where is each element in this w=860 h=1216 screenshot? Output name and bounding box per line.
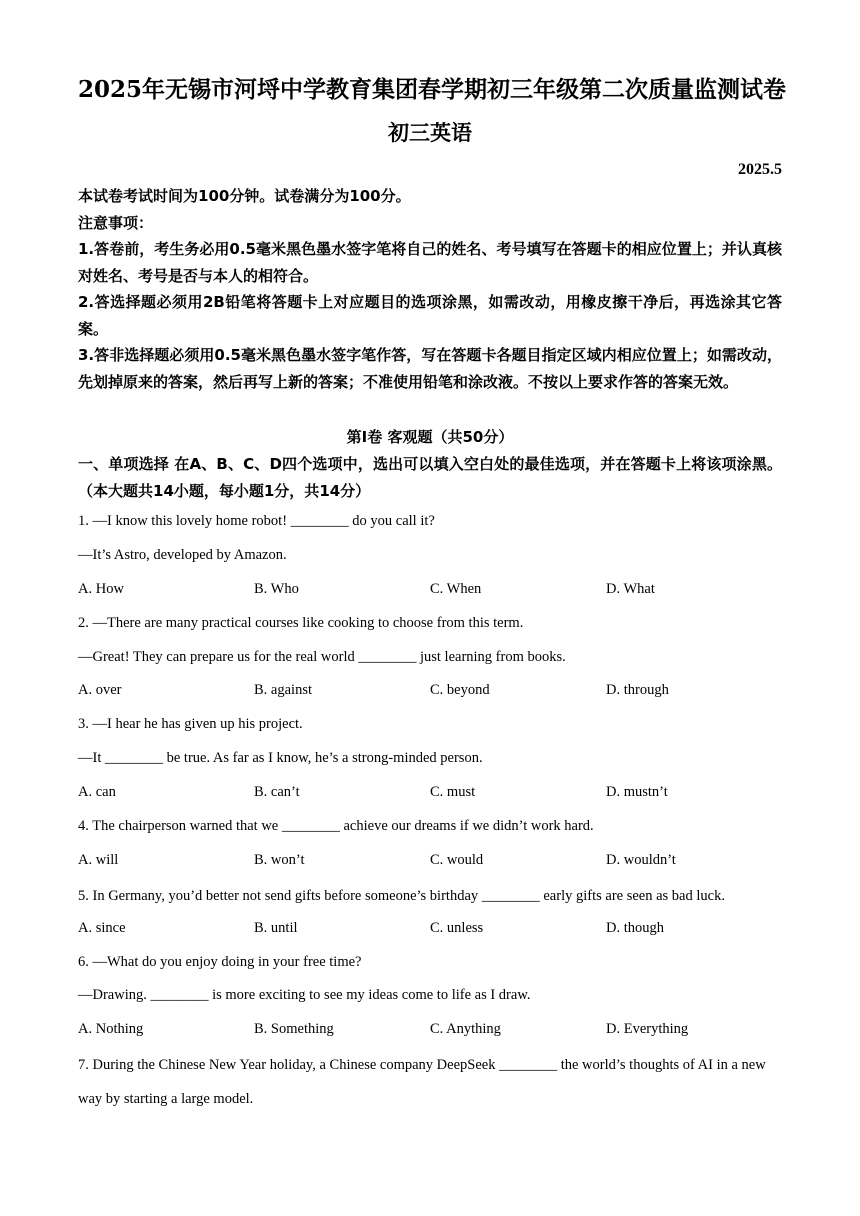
question-stem: 3. —I hear he has given up his project. [78, 716, 303, 733]
options-row [78, 676, 782, 710]
question-stem: 4. The chairperson warned that we ________ achieve our dreams if we didn’t work hard. [78, 818, 594, 835]
option-d: D. What [606, 580, 655, 597]
option-b: B. Who [254, 580, 299, 597]
option-b: B. until [254, 919, 298, 936]
exam-info: 本试卷考试时间为100分钟。试卷满分为100分。 [78, 187, 411, 205]
question-3 [78, 710, 782, 812]
option-a: A. will [78, 851, 119, 868]
question-5 [78, 880, 782, 948]
option-d: D. Everything [606, 1021, 689, 1038]
note-item-3: 3.答非选择题必须用0.5毫米黑色墨水签字笔作答，写在答题卡各题目指定区域内相应位置上；如需改动，先划掉原来的答案，然后再写上新的答案；不准使用铅笔和涂改液。不按以上要求作答的答案无效。 [78, 346, 782, 391]
question-list [78, 507, 782, 1117]
exam-date: 2025.5 [738, 161, 782, 178]
question-reply: —Drawing. ________ is more exciting to see my ideas come to life as I draw. [78, 987, 531, 1004]
question-stem: 2. —There are many practical courses like cooking to choose from this term. [78, 614, 524, 631]
question-reply: —It ________ be true. As far as I know, he’s a strong-minded person. [78, 750, 483, 767]
question-2 [78, 609, 782, 711]
question-stem: 5. In Germany, you’d better not send gifts before someone’s birthday ________ early gifts are seen as bad luck. [78, 887, 725, 904]
question-4 [78, 812, 782, 880]
option-b: B. against [254, 682, 312, 699]
option-b: B. Something [254, 1021, 334, 1038]
option-d: D. mustn’t [606, 784, 668, 801]
notes-heading: 注意事项： [78, 213, 154, 232]
option-a: A. can [78, 784, 116, 801]
option-a: A. How [78, 580, 124, 597]
option-a: A. Nothing [78, 1021, 144, 1038]
options-row [78, 778, 782, 812]
option-c: C. must [430, 784, 476, 801]
option-c: C. would [430, 851, 484, 868]
note-item-2: 2.答选择题必须用2B铅笔将答题卡上对应题目的选项涂黑，如需改动，用橡皮擦干净后，再选涂其它答案。 [78, 293, 782, 338]
question-stem: 1. —I know this lovely home robot! ________ do you call it? [78, 513, 435, 529]
option-c: C. beyond [430, 682, 490, 699]
option-d: D. though [606, 919, 664, 936]
option-c: C. unless [430, 919, 484, 936]
question-7 [78, 1049, 782, 1117]
options-row [78, 575, 782, 609]
question-stem: 7. During the Chinese New Year holiday, a Chinese company DeepSeek ________ the world’s thoughts of AI in a new way by starting a large model. [78, 1057, 766, 1108]
option-c: C. When [430, 580, 482, 597]
question-reply: —Great! They can prepare us for the real world ________ just learning from books. [78, 648, 566, 665]
options-row [78, 914, 782, 948]
exam-notes [78, 183, 782, 395]
section-instruction: 一、单项选择 在A、B、C、D四个选项中，选出可以填入空白处的最佳选项，并在答题卡上将该项涂黑。（本大题共14小题，每小题1分，共14分） [78, 455, 782, 500]
question-6 [78, 948, 782, 1050]
options-row [78, 1015, 782, 1049]
option-a: A. since [78, 919, 126, 936]
option-c: C. Anything [430, 1021, 501, 1038]
section-title: 第Ⅰ卷 客观题（共50分） [346, 428, 514, 446]
option-d: D. through [606, 682, 669, 699]
option-a: A. over [78, 682, 122, 699]
exam-title: 2025年无锡市河埒中学教育集团春学期初三年级第二次质量监测试卷 [78, 76, 787, 103]
option-d: D. wouldn’t [606, 851, 676, 868]
option-b: B. can’t [254, 784, 300, 801]
option-b: B. won’t [254, 851, 305, 868]
question-stem: 6. —What do you enjoy doing in your free time? [78, 953, 362, 970]
exam-subject: 初三英语 [388, 120, 472, 145]
question-reply: —It’s Astro, developed by Amazon. [78, 546, 287, 563]
options-row [78, 846, 782, 880]
question-1 [78, 507, 782, 609]
note-item-1: 1.答卷前，考生务必用0.5毫米黑色墨水签字笔将自己的姓名、考号填写在答题卡的相应位置上；并认真核对姓名、考号是否与本人的相符合。 [78, 240, 782, 285]
